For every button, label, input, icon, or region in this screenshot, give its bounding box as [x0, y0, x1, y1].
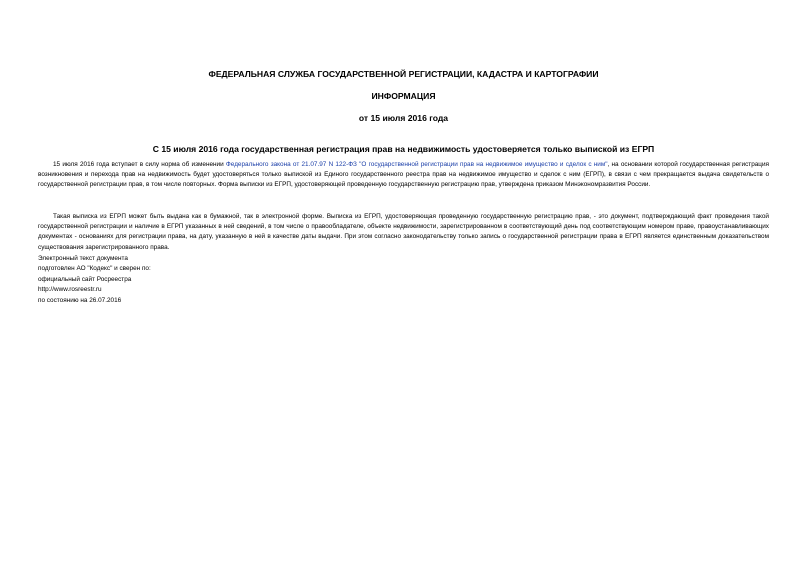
source-date: по состоянию на 26.07.2016: [38, 296, 122, 304]
paragraph-1-rest: , на основании которой государственная регистрация возникновения и перехода прав на недвижимость будет удостоверяться только выпиской из Единого государственного реестра прав на недвижимое имущество и сделок с ним (ЕГРП), в связи с чем прекращается выдача свидетельств о государственной регистрации прав, в том числе повторных. Форма выписки из ЕГРП, удостоверяющей проведенную государственную регистрацию прав, утверждена приказом Минэкономразвития России.: [38, 161, 769, 189]
source-note: [38, 254, 151, 306]
paragraph-2: Такая выписка из ЕГРП может быть выдана как в бумажной, так в электронной форме. Выписка из ЕГРП, удостоверяющая проведенную государственную регистрацию прав, - это документ, подтверждающий факт проведения такой государственной регистрации и наличие в ЕГРП указанных в ней сведений, в том числе о правообладателе, объекте недвижимости, зарегистрированном в соответствующий день под соответствующим номером праве, правоустанавливающих документах - основаниях для регистрации права, на дату, указанную в ней в качестве даты выдачи. При этом согласно законодательству только запись о государственной регистрации права в ЕГРП является единственным доказательством существования зарегистрированного права.: [38, 213, 769, 251]
source-line-2: подготовлен АО "Кодекс" и сверен по:: [38, 265, 151, 273]
paragraph-1-start: 15 июля 2016 года вступает в силу норма об изменении: [53, 161, 226, 168]
source-line-3: официальный сайт Росреестра: [38, 275, 132, 283]
document-type-heading: ИНФОРМАЦИЯ: [371, 91, 436, 101]
source-url: http://www.rosreestr.ru: [38, 286, 102, 294]
source-line-1: Электронный текст документа: [38, 255, 128, 262]
paragraph-1: [38, 160, 769, 191]
federal-law-link[interactable]: Федерального закона от 21.07.97 N 122-ФЗ "О государственной регистрации прав на недвижимое имущество и сделок с ним": [225, 161, 608, 168]
agency-heading: ФЕДЕРАЛЬНАЯ СЛУЖБА ГОСУДАРСТВЕННОЙ РЕГИСТРАЦИИ, КАДАСТРА И КАРТОГРАФИИ: [208, 69, 599, 79]
document-title: С 15 июля 2016 года государственная регистрация прав на недвижимость удостоверяется только выпиской из ЕГРП: [152, 144, 655, 154]
document-date: от 15 июля 2016 года: [358, 113, 449, 123]
